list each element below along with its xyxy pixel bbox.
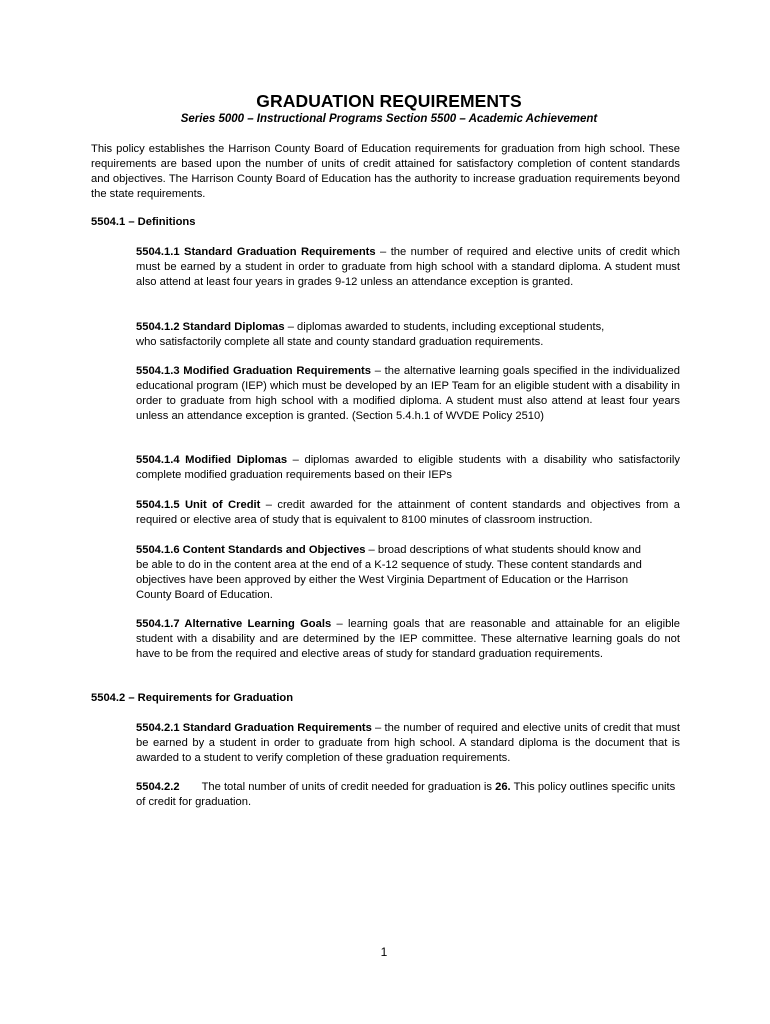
definition-term: 5504.1.3 Modified Graduation Requirements [136, 365, 371, 377]
definition-term: 5504.1.5 Unit of Credit [136, 499, 261, 511]
requirement-text: The total number of units of credit needed for graduation is [201, 781, 496, 793]
definition-term: 5504.1.4 Modified Diplomas [136, 454, 288, 466]
credit-total: 26. [495, 781, 511, 793]
definition-item [136, 320, 616, 350]
definition-item [136, 617, 680, 662]
definition-term: 5504.1.7 Alternative Learning Goals [136, 618, 332, 630]
page-number: 1 [380, 945, 388, 959]
intro-paragraph: This policy establishes the Harrison County Board of Education requirements for graduation from high school. These requirements are based upon the number of units of credit attained for satisfactory completion of content standards and objectives. The Harrison County Board of Education has the authority to increase graduation requirements beyond the state requirements. [91, 143, 680, 200]
definition-item [136, 364, 680, 424]
definition-text: – diplomas awarded to eligible students with a disability who satisfactorily complete modified graduation requirements based on their IEPs [136, 454, 680, 481]
definition-term: 5504.1.6 Content Standards and Objectives [136, 544, 366, 556]
requirement-term: 5504.2.1 Standard Graduation Requirements [136, 722, 372, 734]
requirement-item [136, 780, 676, 810]
definition-term: 5504.1.2 Standard Diplomas [136, 321, 285, 333]
requirement-text: This policy outlines specific units of credit for graduation. [136, 781, 676, 808]
requirement-item [136, 721, 680, 766]
definition-term: 5504.1.1 Standard Graduation Requirements [136, 246, 376, 258]
definition-item [136, 453, 680, 483]
definition-text: – broad descriptions of what students should know and be able to do in the content area at the end of a K-12 sequence of study. These content standards and objectives have been approved by either the West Virginia Department of Education or the Harrison County Board of Education. [136, 544, 642, 601]
definition-text: – the number of required and elective units of credit which must be earned by a student in order to graduate from high school with a standard diploma. A student must also attend at least four years in grades 9-12 unless an attendance exception is granted. [136, 246, 680, 288]
section-heading-definitions: 5504.1 – Definitions [91, 216, 196, 228]
requirement-term: 5504.2.2 [136, 781, 180, 793]
page-subtitle: Series 5000 – Instructional Programs Section 5500 – Academic Achievement [180, 113, 598, 125]
definition-item [136, 245, 680, 290]
page-title: GRADUATION REQUIREMENTS [256, 91, 522, 111]
definition-text: – the alternative learning goals specified in the individualized educational program (IEP) which must be developed by an IEP Team for an eligible student with a disability in order to graduate from high school with a modified diploma. A student must also attend at least four years unless an attendance exception is granted. (Section 5.4.h.1 of WVDE Policy 2510) [136, 365, 681, 422]
definition-text: – learning goals that are reasonable and attainable for an eligible student with a disability and are determined by the IEP committee. These alternative learning goals do not have to be from the required and elective areas of study for standard graduation requirements. [136, 618, 681, 660]
requirement-text: – the number of required and elective units of credit that must be earned by a student in order to graduate from high school. A standard diploma is the document that is awarded to a student to verify completion of these graduation requirements. [136, 722, 681, 764]
definition-item [136, 543, 651, 603]
definition-text: – credit awarded for the attainment of content standards and objectives from a required or elective area of study that is equivalent to 8100 minutes of classroom instruction. [136, 499, 680, 526]
definition-text: – diplomas awarded to students, including exceptional students, who satisfactorily complete all state and county standard graduation requirements. [136, 321, 605, 348]
section-heading-requirements: 5504.2 – Requirements for Graduation [91, 692, 294, 704]
definition-item [136, 498, 680, 528]
